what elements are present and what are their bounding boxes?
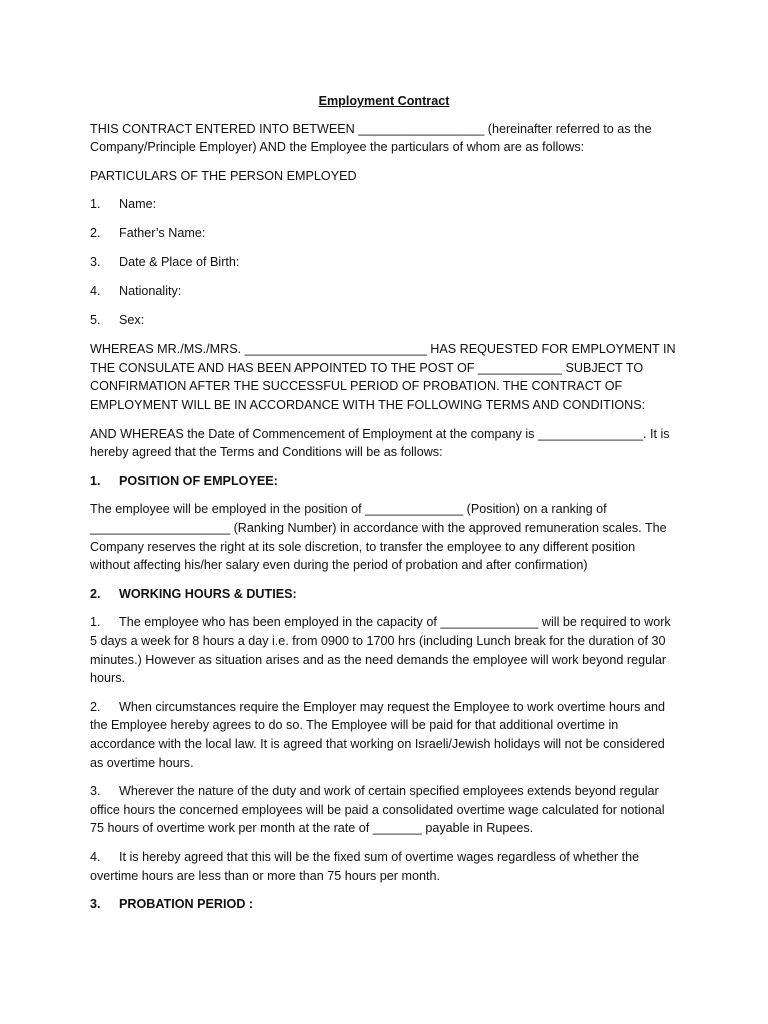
particular-item-name: [90, 195, 678, 214]
item-label: Sex:: [119, 313, 145, 328]
clause-paragraph: [90, 782, 678, 838]
section-number: 3.: [90, 897, 101, 912]
clause-number: 3.: [90, 784, 101, 799]
section-title: WORKING HOURS & DUTIES:: [119, 586, 297, 601]
section-number: 2.: [90, 586, 101, 601]
item-number: 3.: [90, 255, 101, 270]
section-title: PROBATION PERIOD :: [119, 897, 254, 912]
section-title: POSITION OF EMPLOYEE:: [119, 473, 278, 488]
particulars-heading: PARTICULARS OF THE PERSON EMPLOYED: [90, 168, 357, 183]
position-paragraph: The employee will be employed in the position of ______________ (Position) on a ranking of ____________________ (Ranking Number) in accordance with the approved remuneration scales. The Company reserves the right at its sole discretion, to transfer the employee to any different position without affecting his/her salary even during the period of probation and after confirmation): [90, 502, 667, 573]
intro-paragraph: THIS CONTRACT ENTERED INTO BETWEEN __________________ (hereinafter referred to as the Company/Principle Employer) AND the Employee the particulars of whom are as follows:: [90, 121, 652, 155]
clause-paragraph: [90, 848, 678, 885]
clause-paragraph: [90, 698, 678, 772]
clause-number: 4.: [90, 849, 101, 864]
particular-item-nationality: [90, 282, 678, 301]
clause-number: 2.: [90, 699, 101, 714]
clause-text: The employee who has been employed in the capacity of ______________ will be required to work 5 days a week for 8 hours a day i.e. from 0900 to 1700 hrs (including Lunch break for the duration of 30 minutes.) However as situation arises and as the need demands the employee will work beyond regular hours.: [90, 615, 671, 686]
clause-text: It is hereby agreed that this will be the fixed sum of overtime wages regardless of whether the overtime hours are less than or more than 75 hours per month.: [90, 849, 640, 883]
whereas-paragraph-2: AND WHEREAS the Date of Commencement of Employment at the company is _______________. It is hereby agreed that the Terms and Conditions will be as follows:: [90, 426, 670, 460]
clause-text: Wherever the nature of the duty and work of certain specified employees extends beyond regular office hours the concerned employees will be paid a consolidated overtime wage calculated for notional 75 hours of overtime work per month at the rate of _______ payable in Rupees.: [90, 784, 665, 836]
item-label: Name:: [119, 197, 157, 212]
item-label: Nationality:: [119, 284, 182, 299]
clause-paragraph: [90, 613, 678, 687]
item-number: 1.: [90, 197, 101, 212]
clause-number: 1.: [90, 615, 101, 630]
particular-item-birth: [90, 253, 678, 272]
item-number: 2.: [90, 226, 101, 241]
section-heading-position: [90, 472, 678, 491]
section-heading-probation: [90, 895, 678, 914]
section-heading-working-hours: [90, 585, 678, 604]
particular-item-sex: [90, 311, 678, 330]
item-number: 4.: [90, 284, 101, 299]
whereas-paragraph-1: WHEREAS MR./MS./MRS. __________________________ HAS REQUESTED FOR EMPLOYMENT IN THE CONSULATE AND HAS BEEN APPOINTED TO THE POST OF ____________ SUBJECT TO CONFIRMATION AFTER THE SUCCESSFUL PERIOD OF PROBATION. THE CONTRACT OF EMPLOYMENT WILL BE IN ACCORDANCE WITH THE FOLLOWING TERMS AND CONDITIONS:: [90, 342, 676, 413]
item-number: 5.: [90, 313, 101, 328]
document-body: [90, 92, 678, 924]
particular-item-fathers-name: [90, 224, 678, 243]
section-number: 1.: [90, 473, 101, 488]
item-label: Father’s Name:: [119, 226, 206, 241]
item-label: Date & Place of Birth:: [119, 255, 240, 270]
clause-text: When circumstances require the Employer may request the Employee to work overtime hours and the Employee hereby agrees to do so. The Employee will be paid for that additional overtime in accordance with the local law. It is agreed that working on Israeli/Jewish holidays will not be considered as overtime hours.: [90, 699, 665, 770]
document-title: Employment Contract: [318, 94, 450, 108]
